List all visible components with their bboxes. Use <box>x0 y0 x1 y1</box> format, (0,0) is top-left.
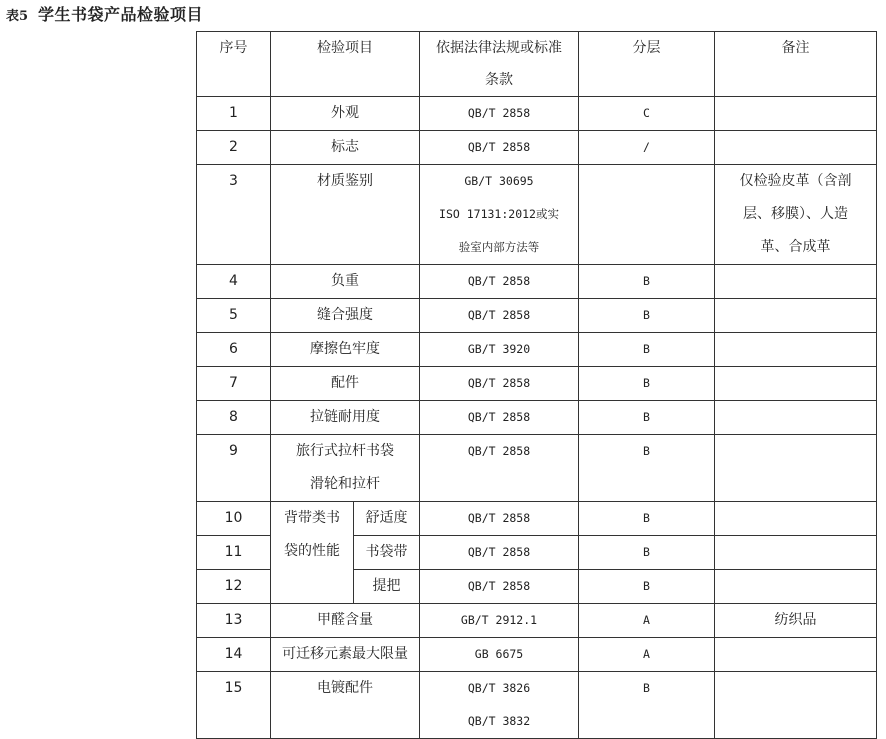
row-item: 配件 <box>271 367 420 401</box>
row-item: 旅行式拉杆书袋 滑轮和拉杆 <box>271 435 420 502</box>
row-item: 拉链耐用度 <box>271 401 420 435</box>
header-basis: 依据法律法规或标准 条款 <box>420 32 579 97</box>
row-basis: QB/T 3826 QB/T 3832 <box>420 672 579 739</box>
row-seq: 6 <box>197 333 271 367</box>
row-seq: 8 <box>197 401 271 435</box>
row-tier: B <box>579 536 715 570</box>
table-row <box>197 367 877 401</box>
row-remark <box>715 265 877 299</box>
row-seq: 13 <box>197 604 271 638</box>
row-basis: QB/T 2858 <box>420 401 579 435</box>
table-row <box>197 502 877 536</box>
row-item: 可迁移元素最大限量 <box>271 638 420 672</box>
row-remark <box>715 97 877 131</box>
row-remark <box>715 367 877 401</box>
row-remark <box>715 536 877 570</box>
table-row <box>197 165 877 265</box>
table-number: 表5 <box>6 9 29 24</box>
row-item: 负重 <box>271 265 420 299</box>
row-basis: GB 6675 <box>420 638 579 672</box>
row-tier: B <box>579 401 715 435</box>
row-remark <box>715 299 877 333</box>
row-basis: GB/T 3920 <box>420 333 579 367</box>
row-seq: 3 <box>197 165 271 265</box>
header-seq: 序号 <box>197 32 271 97</box>
row-basis: QB/T 2858 <box>420 131 579 165</box>
row-tier: C <box>579 97 715 131</box>
table-row <box>197 401 877 435</box>
row-seq: 4 <box>197 265 271 299</box>
row-item: 外观 <box>271 97 420 131</box>
row-basis: QB/T 2858 <box>420 265 579 299</box>
row-seq: 1 <box>197 97 271 131</box>
table-row <box>197 299 877 333</box>
row-basis: GB/T 30695 ISO 17131:2012或实 验室内部方法等 <box>420 165 579 265</box>
row-tier: B <box>579 672 715 739</box>
row-basis: QB/T 2858 <box>420 502 579 536</box>
row-item: 甲醛含量 <box>271 604 420 638</box>
row-remark <box>715 672 877 739</box>
row-seq: 11 <box>197 536 271 570</box>
table-row <box>197 638 877 672</box>
row-tier: A <box>579 638 715 672</box>
row-item: 摩擦色牢度 <box>271 333 420 367</box>
row-remark <box>715 435 877 502</box>
row-item: 缝合强度 <box>271 299 420 333</box>
row-seq: 7 <box>197 367 271 401</box>
row-seq: 5 <box>197 299 271 333</box>
row-item: 书袋带 <box>354 536 420 570</box>
row-basis: QB/T 2858 <box>420 367 579 401</box>
table-title: 学生书袋产品检验项目 <box>38 5 204 24</box>
inspection-items-table <box>196 31 877 739</box>
row-remark: 纺织品 <box>715 604 877 638</box>
row-tier: B <box>579 435 715 502</box>
row-basis: QB/T 2858 <box>420 435 579 502</box>
row-basis: QB/T 2858 <box>420 299 579 333</box>
row-item: 材质鉴别 <box>271 165 420 265</box>
row-remark <box>715 131 877 165</box>
row-basis: QB/T 2858 <box>420 97 579 131</box>
row-seq: 10 <box>197 502 271 536</box>
table-row <box>197 131 877 165</box>
row-remark <box>715 401 877 435</box>
row-tier: B <box>579 570 715 604</box>
row-tier: B <box>579 265 715 299</box>
table-header-row <box>197 32 877 97</box>
row-tier: B <box>579 367 715 401</box>
row-basis: QB/T 2858 <box>420 536 579 570</box>
header-remark: 备注 <box>715 32 877 97</box>
header-tier: 分层 <box>579 32 715 97</box>
row-tier <box>579 165 715 265</box>
row-basis: GB/T 2912.1 <box>420 604 579 638</box>
row-tier: B <box>579 299 715 333</box>
row-item: 提把 <box>354 570 420 604</box>
row-tier: B <box>579 502 715 536</box>
table-row <box>197 265 877 299</box>
row-remark <box>715 570 877 604</box>
table-row <box>197 97 877 131</box>
row-tier: / <box>579 131 715 165</box>
row-seq: 12 <box>197 570 271 604</box>
row-group: 背带类书 袋的性能 <box>271 502 354 604</box>
table-row <box>197 333 877 367</box>
row-tier: B <box>579 333 715 367</box>
row-seq: 15 <box>197 672 271 739</box>
row-remark: 仅检验皮革（含剖 层、移膜）、人造 革、合成革 <box>715 165 877 265</box>
row-item: 电镀配件 <box>271 672 420 739</box>
row-basis: QB/T 2858 <box>420 570 579 604</box>
header-item: 检验项目 <box>271 32 420 97</box>
row-item: 舒适度 <box>354 502 420 536</box>
row-remark <box>715 333 877 367</box>
row-item: 标志 <box>271 131 420 165</box>
row-seq: 9 <box>197 435 271 502</box>
table-row <box>197 435 877 502</box>
table-caption <box>6 3 203 27</box>
table-row <box>197 604 877 638</box>
row-remark <box>715 502 877 536</box>
row-seq: 2 <box>197 131 271 165</box>
row-tier: A <box>579 604 715 638</box>
table-row <box>197 672 877 739</box>
row-remark <box>715 638 877 672</box>
row-seq: 14 <box>197 638 271 672</box>
